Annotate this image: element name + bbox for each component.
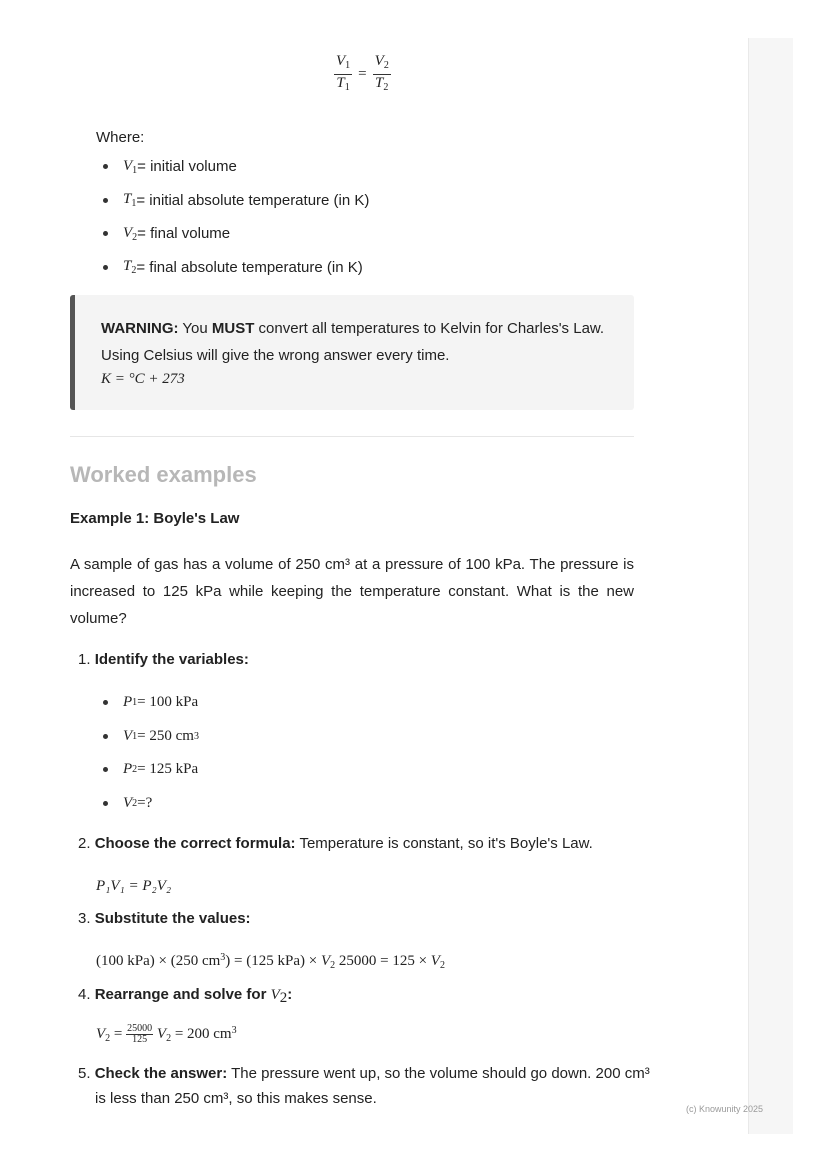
definition-item: $V_1$ = initial volume [96, 150, 369, 184]
bullet-icon [103, 231, 108, 236]
charles-law-formula [334, 54, 391, 95]
bullet-icon [103, 801, 108, 806]
right-margin-panel [748, 38, 793, 1134]
problem-statement: A sample of gas has a volume of 250 cm³ at a pressure of 100 kPa. The pressure is increased to 125 kPa while keeping the temperature constant. What is the new volume? [70, 556, 634, 627]
formula-fraction-right: $\frac{V_2}{T_2}$ [374, 53, 389, 93]
definition-item: $T_1$ = initial absolute temperature (in K) [96, 184, 369, 218]
section-title: Worked examples [70, 462, 257, 487]
warning-text: WARNING: You MUST convert all temperatures to Kelvin for Charles's Law. Using Celsius will give the wrong answer every time. [101, 320, 605, 364]
definition-item: $T_2$ = final absolute temperature (in K) [96, 251, 369, 285]
bullet-icon [103, 700, 108, 705]
bullet-icon [103, 767, 108, 772]
formula-fraction-left: $\frac{V_1}{T_1}$ [336, 53, 351, 93]
definition-item: $V_2$ = final volume [96, 217, 369, 251]
step-5: 5. Check the answer: The pressure went up, so the volume should go down. 200 cm³ is less than 250 cm³, so this makes sense. [78, 1065, 650, 1107]
kelvin-equation: K = °C + 273 [101, 371, 185, 387]
variable-item: P 1 = 100 kPa [96, 686, 199, 720]
step-4: 4. Rearrange and solve for $V_2$: [78, 986, 293, 1006]
step-1: 1. Identify the variables: [78, 651, 249, 668]
formula-equals: = [358, 66, 367, 82]
copyright-notice: (c) Knowunity 2025 [686, 1104, 764, 1114]
substitution-equation: (100 kPa) × (250 $cm^3) = (125$ $kPa) \times V_2$ $25000 = 125 \times V_2$ [96, 952, 445, 971]
bullet-icon [103, 164, 108, 169]
bullet-icon [103, 198, 108, 203]
boyle-formula: P₁V₁ = P₂V₂ [96, 878, 172, 894]
solution-fraction: $\frac{25000}{125}$ [127, 1023, 153, 1045]
example-title: Example 1: Boyle's Law [70, 510, 240, 527]
bullet-icon [103, 265, 108, 270]
given-variables [96, 686, 199, 820]
warning-callout [70, 295, 634, 410]
step-2: 2. Choose the correct formula: Temperature is constant, so it's Boyle's Law. [78, 835, 593, 852]
variable-item: V 1 = 250 cm 3 [96, 720, 199, 754]
step-3: 3. Substitute the values: [78, 910, 251, 927]
section-divider [70, 436, 634, 437]
where-label: Where: [96, 129, 145, 146]
variable-item: V 2 =? [96, 787, 199, 821]
variable-definitions [96, 150, 369, 284]
variable-item: P 2 = 125 kPa [96, 753, 199, 787]
bullet-icon [103, 734, 108, 739]
solution-equation: $V_2$ = $\frac{25000}{125}$ $V_2 = 200$ $cm^3$ [96, 1023, 237, 1045]
